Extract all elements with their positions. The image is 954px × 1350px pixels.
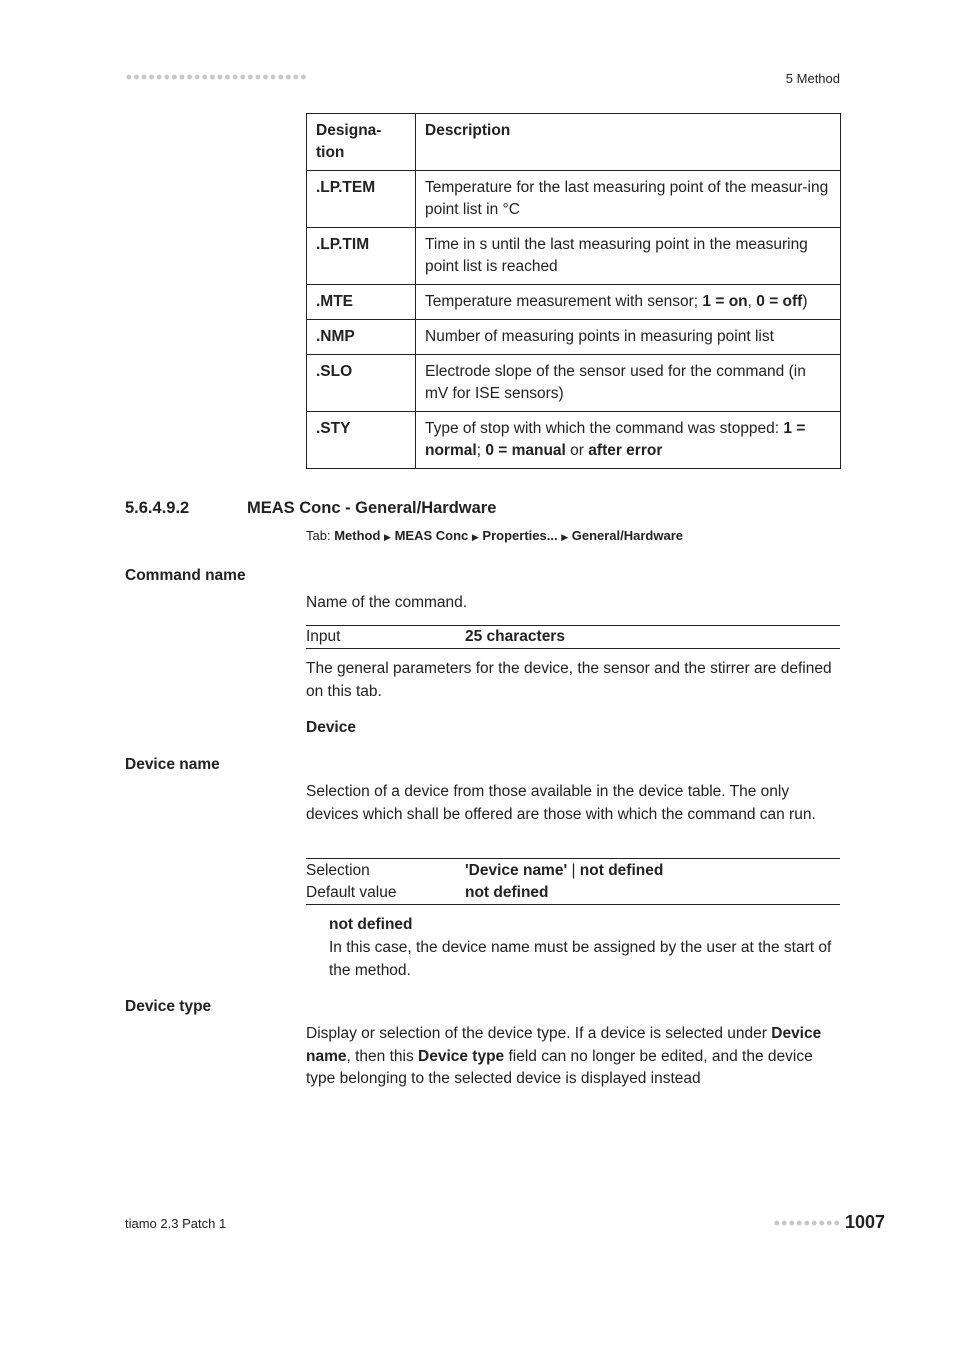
designation-table — [306, 113, 841, 469]
designation-cell: .LP.TIM — [307, 228, 416, 285]
table-row — [307, 171, 841, 228]
description-cell: Time in s until the last measuring point in the measuring point list is reached — [416, 228, 841, 285]
option-title: not defined — [329, 916, 413, 933]
description-cell: Electrode slope of the sensor used for the command (in mV for ISE sensors) — [416, 355, 841, 412]
breadcrumb-arrow-icon: ▶ — [471, 532, 479, 542]
device-name-label: Device name — [125, 756, 220, 773]
designation-cell: .LP.TEM — [307, 171, 416, 228]
divider — [306, 904, 840, 905]
default-value: not defined — [465, 884, 549, 901]
table-row — [307, 320, 841, 355]
designation-cell: .MTE — [307, 285, 416, 320]
breadcrumb-arrow-icon: ▶ — [384, 532, 391, 542]
selection-value: 'Device name' | not defined — [465, 862, 664, 879]
table-row — [307, 228, 841, 285]
device-subheading: Device — [306, 719, 356, 736]
section-number: 5.6.4.9.2 — [125, 499, 190, 517]
page-number: 1007 — [845, 1212, 886, 1232]
command-name-text: Name of the command. — [306, 594, 468, 611]
device-type-label: Device type — [125, 998, 212, 1015]
description-cell: Number of measuring points in measuring point list — [416, 320, 841, 355]
device-type-text: Display or selection of the device type. If a device is selected under Device name, then this Device type field can no longer be edited, and the device type belonging to the selected device is displayed instead — [306, 1025, 822, 1087]
table-header-row — [307, 114, 841, 171]
default-value-key: Default value — [306, 884, 397, 901]
tab-breadcrumb: Tab: Method ▶ MEAS Conc ▶ Properties... ▶ General/Hardware — [306, 528, 684, 543]
table-row — [307, 355, 841, 412]
footer-dots-decoration — [773, 1219, 840, 1227]
designation-cell: .STY — [307, 412, 416, 469]
column-header-designation: Designa- tion — [307, 114, 416, 171]
command-name-label: Command name — [125, 567, 246, 584]
breadcrumb-item-method: Method — [334, 528, 381, 543]
breadcrumb-arrow-icon: ▶ — [561, 532, 569, 542]
device-name-text: Selection of a device from those available in the device table. The only devices which shall be offered are those with which the command can run. — [306, 783, 816, 823]
description-cell: Temperature measurement with sensor; 1 = on, 0 = off) — [416, 285, 841, 320]
breadcrumb-item-properties: Properties... — [482, 528, 558, 543]
section-title: MEAS Conc - General/Hardware — [247, 499, 497, 517]
description-cell: Temperature for the last measuring point of the measur-ing point list in °C — [416, 171, 841, 228]
header-dots-decoration — [125, 73, 307, 81]
divider — [306, 858, 840, 859]
header-section-title: 5 Method — [785, 71, 840, 86]
designation-cell: .NMP — [307, 320, 416, 355]
divider — [306, 648, 840, 649]
footer-product: tiamo 2.3 Patch 1 — [125, 1216, 227, 1231]
input-value: 25 characters — [465, 628, 565, 645]
table-row — [307, 285, 841, 320]
selection-key: Selection — [306, 862, 370, 879]
designation-cell: .SLO — [307, 355, 416, 412]
column-header-description: Description — [416, 114, 841, 171]
description-cell: Type of stop with which the command was stopped: 1 = normal; 0 = manual or after error — [416, 412, 841, 469]
option-description: In this case, the device name must be assigned by the user at the start of the method. — [329, 939, 832, 979]
section-heading — [125, 499, 496, 518]
general-parameters-text: The general parameters for the device, the sensor and the stirrer are defined on this tab. — [306, 660, 832, 700]
breadcrumb-item-meas-conc: MEAS Conc — [394, 528, 469, 543]
table-row — [307, 412, 841, 469]
divider — [306, 625, 840, 626]
input-key: Input — [306, 628, 341, 645]
breadcrumb-item-general-hardware: General/Hardware — [571, 528, 684, 543]
